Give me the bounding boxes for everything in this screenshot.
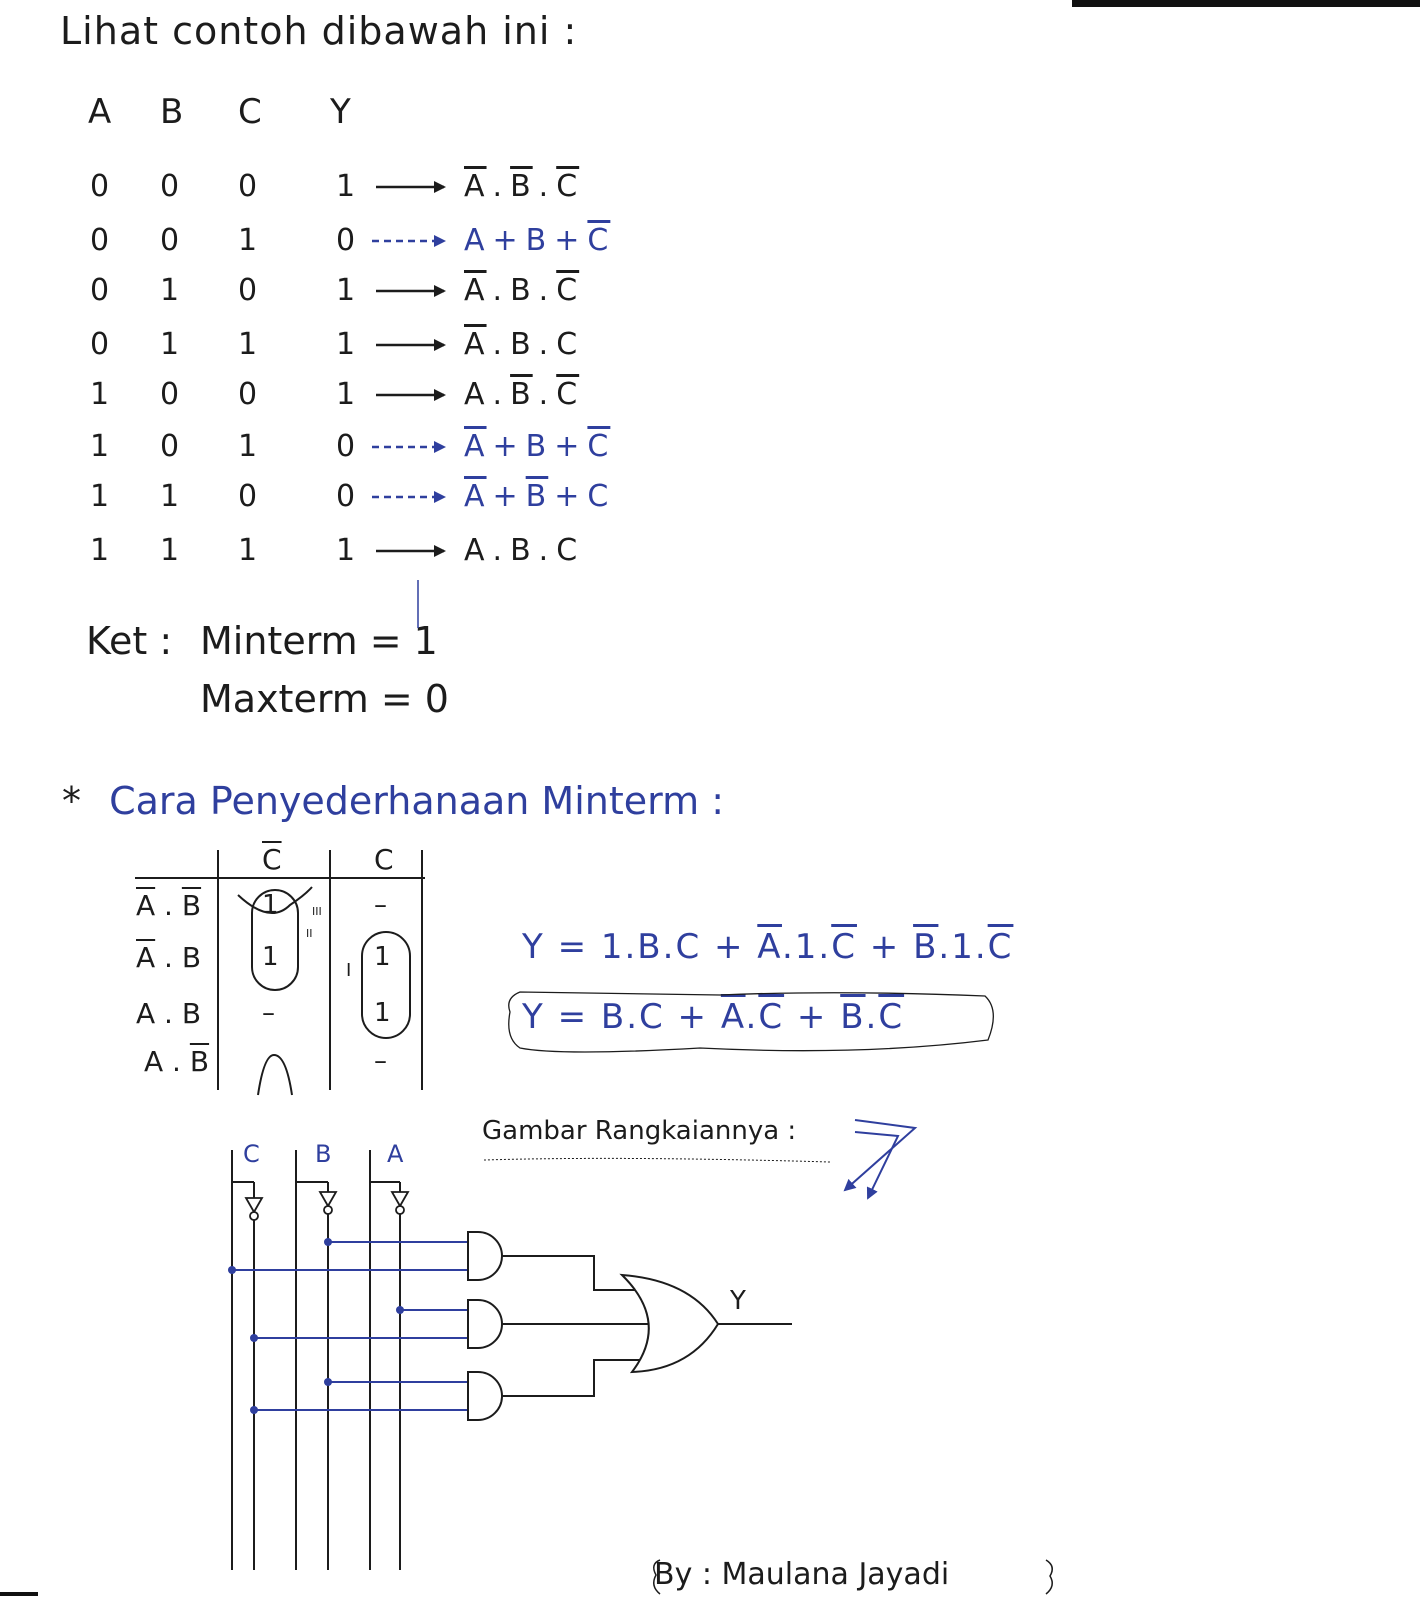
equation-term: . (745, 997, 759, 1037)
ket-label: Ket : (86, 619, 173, 663)
cell-y: 1 (336, 169, 356, 204)
variable: B (510, 327, 533, 362)
signature-braces (654, 1560, 1053, 1594)
kmap-row-var-b: B (181, 997, 202, 1030)
input-label-a: A (387, 1140, 404, 1168)
operator: + (554, 479, 582, 514)
kmap-group-label: II (306, 927, 313, 940)
operator: + (492, 479, 520, 514)
variable: $\overline{C}$ (556, 377, 580, 412)
variable: $\overline{A}$ (464, 169, 487, 204)
header-b: B (160, 92, 184, 132)
bullet-star: * (62, 779, 81, 823)
variable: $\overline{A}$ (464, 273, 487, 308)
variable: $\overline{C}$ (556, 169, 580, 204)
cell-b: 1 (160, 327, 180, 362)
variable: B (510, 533, 533, 568)
equation-term: Y = B.C + (522, 997, 721, 1037)
kmap-group-label: I (346, 960, 352, 981)
variable: B (525, 223, 549, 258)
and-gate-inputs (232, 1242, 468, 1410)
kmap-col-header: $\overline{C}$ (262, 843, 282, 876)
operator: + (554, 223, 582, 258)
kmap-cell: – (374, 1046, 387, 1076)
variable: $\overline{C}$ (587, 223, 611, 258)
equation-term: $\overline{B}$ (913, 927, 939, 967)
section-title-text: Cara Penyederhanaan Minterm : (109, 779, 724, 823)
cell-y: 0 (336, 223, 356, 258)
kmap-cell: 1 (262, 942, 279, 972)
cell-b: 1 (160, 273, 180, 308)
kmap-row-dot: . (163, 1045, 190, 1078)
operator: . (492, 273, 505, 308)
and-gate-3 (468, 1372, 502, 1420)
cell-c: 1 (238, 429, 258, 464)
operator: . (492, 169, 505, 204)
cell-y: 0 (336, 429, 356, 464)
truth-table-arrows (372, 187, 444, 551)
equation-term: $\overline{C}$ (878, 997, 905, 1037)
kmap-cell: – (374, 890, 387, 920)
variable: B (510, 273, 533, 308)
kmap-row-dot: . (155, 941, 182, 974)
operator: . (538, 377, 551, 412)
cell-a: 0 (90, 169, 110, 204)
header-c: C (238, 92, 262, 132)
kmap-row-var-b: $\overline{B}$ (189, 1045, 210, 1078)
equation-term: + (856, 927, 914, 967)
operator: . (538, 273, 551, 308)
kmap-groups (238, 887, 410, 1095)
cell-y: 1 (336, 273, 356, 308)
equation-box (509, 992, 994, 1052)
cell-b: 0 (160, 429, 180, 464)
cell-a: 0 (90, 223, 110, 258)
kmap-grid (135, 850, 425, 1090)
variable: C (587, 479, 611, 514)
cell-a: 1 (90, 377, 110, 412)
cell-c: 0 (238, 479, 258, 514)
cell-a: 1 (90, 479, 110, 514)
cell-a: 1 (90, 533, 110, 568)
output-label-y: Y (730, 1286, 746, 1316)
cell-y: 0 (336, 479, 356, 514)
variable: $\overline{C}$ (556, 273, 580, 308)
pointer-arrows (845, 1120, 915, 1198)
equation-term: Y = 1.B.C + (522, 927, 758, 967)
kmap-cell: – (262, 998, 275, 1028)
group-i-loop (362, 932, 410, 1038)
equation-term: $\overline{A}$ (720, 997, 746, 1037)
cell-a: 0 (90, 327, 110, 362)
group-iii-loop-bottom (258, 1055, 292, 1095)
equation-term: $\overline{C}$ (831, 927, 857, 967)
kmap-group-label: III (312, 905, 322, 918)
cell-b: 0 (160, 223, 180, 258)
input-label-c: C (243, 1140, 260, 1168)
variable: C (556, 327, 580, 362)
operator: . (492, 327, 505, 362)
ket-minterm: Minterm = 1 (200, 619, 438, 663)
kmap-row-var-a: $\overline{A}$ (136, 941, 156, 974)
operator: . (492, 377, 505, 412)
variable: $\overline{A}$ (464, 479, 487, 514)
and-gate-1 (468, 1232, 502, 1280)
cell-c: 1 (238, 327, 258, 362)
kmap-row-dot: . (155, 997, 182, 1030)
kmap-row-dot: . (155, 889, 182, 922)
ket-maxterm: Maxterm = 0 (200, 677, 449, 721)
signature-text: By : Maulana Jayadi (654, 1557, 950, 1592)
circuit-label-underline (484, 1158, 830, 1162)
cell-y: 1 (336, 377, 356, 412)
cell-b: 0 (160, 377, 180, 412)
cell-y: 1 (336, 327, 356, 362)
variable: $\overline{A}$ (464, 429, 487, 464)
kmap-row-var-a: A (144, 1045, 164, 1078)
cell-c: 1 (238, 533, 258, 568)
heading: Lihat contoh dibawah ini : (60, 9, 578, 53)
cell-c: 1 (238, 223, 258, 258)
kmap-row-var-b: $\overline{B}$ (181, 889, 202, 922)
kmap-cell: 1 (374, 942, 391, 972)
kmap-row-var-a: $\overline{A}$ (136, 889, 156, 922)
cell-a: 0 (90, 273, 110, 308)
variable: $\overline{A}$ (464, 327, 487, 362)
cell-c: 0 (238, 169, 258, 204)
and-gate-2 (468, 1300, 502, 1348)
cell-c: 0 (238, 273, 258, 308)
equation-term: $\overline{A}$ (757, 927, 782, 967)
operator: . (538, 327, 551, 362)
cell-a: 1 (90, 429, 110, 464)
operator: + (492, 223, 520, 258)
equation-term: $\overline{C}$ (758, 997, 785, 1037)
kmap-row-var-b: B (181, 941, 202, 974)
kmap-cell: 1 (262, 890, 279, 920)
kmap-col-header: C (374, 843, 394, 876)
cell-b: 1 (160, 479, 180, 514)
equation-term: $\overline{C}$ (987, 927, 1014, 967)
variable: $\overline{B}$ (510, 377, 533, 412)
variable: $\overline{B}$ (525, 479, 549, 514)
operator: + (492, 429, 520, 464)
variable: $\overline{C}$ (587, 429, 611, 464)
equation-term: .1. (938, 927, 988, 967)
cell-b: 0 (160, 169, 180, 204)
kmap-row-var-a: A (136, 997, 156, 1030)
variable: A (464, 223, 487, 258)
header-y: Y (330, 92, 351, 132)
variable: A (464, 533, 487, 568)
equation-term: $\overline{B}$ (840, 997, 866, 1037)
header-a: A (88, 92, 112, 132)
variable: $\overline{B}$ (510, 169, 533, 204)
and-gates (468, 1232, 502, 1420)
variable: B (525, 429, 549, 464)
operator: . (492, 533, 505, 568)
input-label-b: B (315, 1140, 332, 1168)
equation-term: + (784, 997, 841, 1037)
operator: . (538, 169, 551, 204)
equation-term: .1. (781, 927, 832, 967)
cell-y: 1 (336, 533, 356, 568)
kmap-cell: 1 (374, 998, 391, 1028)
cell-c: 0 (238, 377, 258, 412)
operator: . (538, 533, 551, 568)
variable: A (464, 377, 487, 412)
circuit-label: Gambar Rangkaiannya : (482, 1116, 797, 1146)
variable: C (556, 533, 580, 568)
cell-b: 1 (160, 533, 180, 568)
operator: + (554, 429, 582, 464)
equation-term: . (865, 997, 879, 1037)
